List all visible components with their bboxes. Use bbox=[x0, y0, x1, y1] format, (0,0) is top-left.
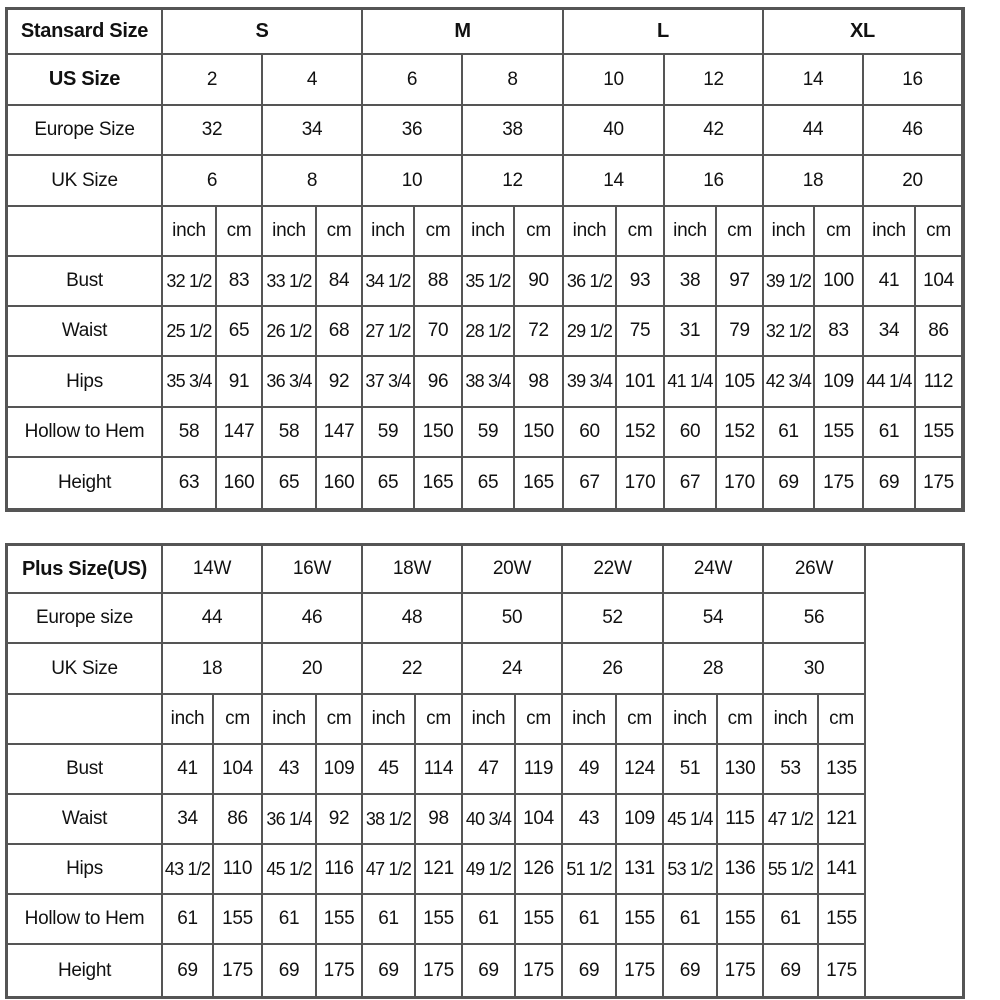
measurement-cm: 141 bbox=[819, 845, 866, 895]
measurement-inch: 39 1/2 bbox=[764, 257, 815, 307]
measurement-cm: 155 bbox=[617, 895, 664, 945]
measurement-cm: 175 bbox=[617, 945, 664, 997]
plus-size-table bbox=[5, 543, 965, 999]
measurement-inch: 61 bbox=[363, 895, 416, 945]
size-value: 16 bbox=[864, 55, 963, 106]
measurement-cm: 136 bbox=[718, 845, 764, 895]
measurement-cm: 79 bbox=[717, 307, 764, 357]
measurement-inch: 34 bbox=[163, 795, 214, 845]
measurement-inch: 35 1/2 bbox=[463, 257, 515, 307]
measurement-inch: 49 bbox=[563, 745, 617, 795]
measurement-cm: 83 bbox=[815, 307, 864, 357]
measurement-cm: 114 bbox=[416, 745, 463, 795]
row-label: UK Size bbox=[8, 156, 163, 207]
measurement-inch: 36 1/2 bbox=[564, 257, 617, 307]
size-group-header: XL bbox=[764, 10, 963, 55]
size-value: 36 bbox=[363, 106, 463, 156]
measurement-cm: 86 bbox=[214, 795, 263, 845]
size-value: 34 bbox=[263, 106, 363, 156]
size-value: 12 bbox=[463, 156, 564, 207]
measurement-inch: 53 1/2 bbox=[664, 845, 718, 895]
measurement-inch: 69 bbox=[864, 458, 916, 510]
measurement-inch: 34 1/2 bbox=[363, 257, 415, 307]
measurement-cm: 170 bbox=[617, 458, 665, 510]
unit-cm: cm bbox=[415, 207, 463, 257]
measurement-inch: 25 1/2 bbox=[163, 307, 217, 357]
size-value: 50 bbox=[463, 594, 563, 644]
measurement-inch: 69 bbox=[563, 945, 617, 997]
measurement-cm: 165 bbox=[515, 458, 564, 510]
measurement-cm: 175 bbox=[214, 945, 263, 997]
size-value: 6 bbox=[163, 156, 263, 207]
measurement-inch: 59 bbox=[463, 408, 515, 458]
size-value: 22 bbox=[363, 644, 463, 695]
measurement-inch: 32 1/2 bbox=[163, 257, 217, 307]
unit-inch: inch bbox=[664, 695, 718, 745]
measurement-cm: 104 bbox=[516, 795, 563, 845]
measurement-inch: 45 bbox=[363, 745, 416, 795]
measurement-cm: 98 bbox=[416, 795, 463, 845]
unit-cm: cm bbox=[717, 207, 764, 257]
measurement-cm: 92 bbox=[317, 795, 363, 845]
measurement-inch: 42 3/4 bbox=[764, 357, 815, 408]
unit-inch: inch bbox=[363, 695, 416, 745]
size-value: 48 bbox=[363, 594, 463, 644]
size-value: 14 bbox=[764, 55, 864, 106]
measurement-inch: 51 bbox=[664, 745, 718, 795]
unit-inch: inch bbox=[563, 695, 617, 745]
measurement-cm: 115 bbox=[718, 795, 764, 845]
measurement-cm: 152 bbox=[717, 408, 764, 458]
measurement-cm: 147 bbox=[317, 408, 363, 458]
plus-size-header: 22W bbox=[563, 546, 664, 594]
size-value: 40 bbox=[564, 106, 665, 156]
measurement-cm: 91 bbox=[217, 357, 263, 408]
measurement-cm: 109 bbox=[317, 745, 363, 795]
measurement-inch: 28 1/2 bbox=[463, 307, 515, 357]
measurement-inch: 53 bbox=[764, 745, 819, 795]
measurement-cm: 131 bbox=[617, 845, 664, 895]
size-value: 42 bbox=[665, 106, 764, 156]
size-value: 46 bbox=[864, 106, 963, 156]
row-label: UK Size bbox=[8, 644, 163, 695]
measurement-cm: 116 bbox=[317, 845, 363, 895]
measurement-inch: 37 3/4 bbox=[363, 357, 415, 408]
measurement-cm: 150 bbox=[515, 408, 564, 458]
measurement-inch: 59 bbox=[363, 408, 415, 458]
measurement-inch: 69 bbox=[263, 945, 317, 997]
measurement-inch: 69 bbox=[363, 945, 416, 997]
measurement-inch: 55 1/2 bbox=[764, 845, 819, 895]
size-value: 8 bbox=[263, 156, 363, 207]
measurement-inch: 33 1/2 bbox=[263, 257, 317, 307]
unit-cm: cm bbox=[416, 695, 463, 745]
measurement-label: Hollow to Hem bbox=[8, 408, 163, 458]
unit-cm: cm bbox=[217, 207, 263, 257]
size-value: 4 bbox=[263, 55, 363, 106]
size-value: 38 bbox=[463, 106, 564, 156]
size-group-header: L bbox=[564, 10, 764, 55]
measurement-cm: 88 bbox=[415, 257, 463, 307]
measurement-inch: 41 bbox=[163, 745, 214, 795]
unit-inch: inch bbox=[263, 695, 317, 745]
size-value: 12 bbox=[665, 55, 764, 106]
measurement-cm: 90 bbox=[515, 257, 564, 307]
measurement-inch: 60 bbox=[564, 408, 617, 458]
measurement-cm: 98 bbox=[515, 357, 564, 408]
unit-inch: inch bbox=[363, 207, 415, 257]
measurement-inch: 45 1/2 bbox=[263, 845, 317, 895]
measurement-inch: 39 3/4 bbox=[564, 357, 617, 408]
unit-cm: cm bbox=[718, 695, 764, 745]
measurement-inch: 38 1/2 bbox=[363, 795, 416, 845]
measurement-cm: 110 bbox=[214, 845, 263, 895]
measurement-cm: 75 bbox=[617, 307, 665, 357]
measurement-inch: 60 bbox=[665, 408, 717, 458]
measurement-cm: 155 bbox=[516, 895, 563, 945]
measurement-cm: 97 bbox=[717, 257, 764, 307]
measurement-cm: 112 bbox=[916, 357, 963, 408]
measurement-cm: 135 bbox=[819, 745, 866, 795]
measurement-inch: 58 bbox=[163, 408, 217, 458]
measurement-cm: 175 bbox=[718, 945, 764, 997]
measurement-inch: 41 bbox=[864, 257, 916, 307]
measurement-inch: 69 bbox=[764, 945, 819, 997]
measurement-cm: 160 bbox=[317, 458, 363, 510]
unit-cm: cm bbox=[516, 695, 563, 745]
measurement-inch: 35 3/4 bbox=[163, 357, 217, 408]
measurement-inch: 69 bbox=[163, 945, 214, 997]
size-value: 2 bbox=[163, 55, 263, 106]
measurement-cm: 124 bbox=[617, 745, 664, 795]
measurement-inch: 43 bbox=[263, 745, 317, 795]
measurement-inch: 61 bbox=[263, 895, 317, 945]
measurement-inch: 67 bbox=[564, 458, 617, 510]
measurement-cm: 104 bbox=[916, 257, 963, 307]
measurement-cm: 109 bbox=[815, 357, 864, 408]
size-value: 24 bbox=[463, 644, 563, 695]
measurement-cm: 83 bbox=[217, 257, 263, 307]
measurement-inch: 47 bbox=[463, 745, 516, 795]
measurement-cm: 165 bbox=[415, 458, 463, 510]
measurement-inch: 43 1/2 bbox=[163, 845, 214, 895]
row-label: US Size bbox=[8, 55, 163, 106]
unit-cm: cm bbox=[515, 207, 564, 257]
unit-inch: inch bbox=[764, 695, 819, 745]
size-value: 20 bbox=[263, 644, 363, 695]
unit-cm: cm bbox=[317, 207, 363, 257]
measurement-inch: 69 bbox=[764, 458, 815, 510]
measurement-inch: 44 1/4 bbox=[864, 357, 916, 408]
measurement-cm: 105 bbox=[717, 357, 764, 408]
measurement-inch: 61 bbox=[463, 895, 516, 945]
unit-inch: inch bbox=[463, 695, 516, 745]
empty-cell bbox=[8, 695, 163, 745]
empty-column bbox=[866, 546, 963, 996]
measurement-cm: 121 bbox=[819, 795, 866, 845]
measurement-inch: 61 bbox=[163, 895, 214, 945]
measurement-inch: 69 bbox=[463, 945, 516, 997]
measurement-inch: 61 bbox=[563, 895, 617, 945]
size-value: 52 bbox=[563, 594, 664, 644]
measurement-cm: 147 bbox=[217, 408, 263, 458]
measurement-inch: 26 1/2 bbox=[263, 307, 317, 357]
measurement-label: Waist bbox=[8, 795, 163, 845]
unit-cm: cm bbox=[617, 695, 664, 745]
measurement-cm: 150 bbox=[415, 408, 463, 458]
size-value: 10 bbox=[564, 55, 665, 106]
measurement-inch: 41 1/4 bbox=[665, 357, 717, 408]
unit-inch: inch bbox=[163, 695, 214, 745]
measurement-cm: 104 bbox=[214, 745, 263, 795]
plus-size-header: 26W bbox=[764, 546, 866, 594]
size-value: 54 bbox=[664, 594, 764, 644]
row-label: Europe size bbox=[8, 594, 163, 644]
measurement-cm: 155 bbox=[916, 408, 963, 458]
size-value: 56 bbox=[764, 594, 866, 644]
plus-size-header: 24W bbox=[664, 546, 764, 594]
size-group-header: S bbox=[163, 10, 363, 55]
plus-size-header: 18W bbox=[363, 546, 463, 594]
size-value: 44 bbox=[163, 594, 263, 644]
measurement-cm: 65 bbox=[217, 307, 263, 357]
measurement-cm: 155 bbox=[819, 895, 866, 945]
measurement-label: Bust bbox=[8, 257, 163, 307]
measurement-cm: 175 bbox=[819, 945, 866, 997]
measurement-inch: 67 bbox=[665, 458, 717, 510]
measurement-inch: 36 3/4 bbox=[263, 357, 317, 408]
measurement-cm: 170 bbox=[717, 458, 764, 510]
measurement-label: Hips bbox=[8, 845, 163, 895]
size-value: 8 bbox=[463, 55, 564, 106]
measurement-inch: 45 1/4 bbox=[664, 795, 718, 845]
measurement-inch: 61 bbox=[764, 895, 819, 945]
measurement-cm: 155 bbox=[317, 895, 363, 945]
measurement-cm: 160 bbox=[217, 458, 263, 510]
measurement-inch: 58 bbox=[263, 408, 317, 458]
measurement-inch: 40 3/4 bbox=[463, 795, 516, 845]
plus-size-header: 20W bbox=[463, 546, 563, 594]
measurement-cm: 93 bbox=[617, 257, 665, 307]
measurement-cm: 155 bbox=[718, 895, 764, 945]
measurement-cm: 155 bbox=[416, 895, 463, 945]
header-label: Stansard Size bbox=[8, 10, 163, 55]
measurement-inch: 34 bbox=[864, 307, 916, 357]
unit-inch: inch bbox=[564, 207, 617, 257]
size-value: 14 bbox=[564, 156, 665, 207]
measurement-inch: 61 bbox=[664, 895, 718, 945]
measurement-inch: 61 bbox=[764, 408, 815, 458]
measurement-inch: 43 bbox=[563, 795, 617, 845]
measurement-cm: 175 bbox=[317, 945, 363, 997]
unit-cm: cm bbox=[916, 207, 963, 257]
measurement-cm: 126 bbox=[516, 845, 563, 895]
measurement-cm: 86 bbox=[916, 307, 963, 357]
measurement-inch: 38 3/4 bbox=[463, 357, 515, 408]
plus-size-header: 16W bbox=[263, 546, 363, 594]
measurement-label: Hollow to Hem bbox=[8, 895, 163, 945]
measurement-label: Height bbox=[8, 458, 163, 510]
unit-cm: cm bbox=[214, 695, 263, 745]
measurement-cm: 96 bbox=[415, 357, 463, 408]
size-value: 30 bbox=[764, 644, 866, 695]
measurement-cm: 175 bbox=[416, 945, 463, 997]
measurement-inch: 29 1/2 bbox=[564, 307, 617, 357]
measurement-cm: 152 bbox=[617, 408, 665, 458]
measurement-inch: 69 bbox=[664, 945, 718, 997]
unit-inch: inch bbox=[163, 207, 217, 257]
size-value: 26 bbox=[563, 644, 664, 695]
measurement-cm: 72 bbox=[515, 307, 564, 357]
measurement-label: Hips bbox=[8, 357, 163, 408]
measurement-cm: 155 bbox=[815, 408, 864, 458]
measurement-inch: 63 bbox=[163, 458, 217, 510]
measurement-cm: 68 bbox=[317, 307, 363, 357]
size-value: 18 bbox=[163, 644, 263, 695]
measurement-label: Waist bbox=[8, 307, 163, 357]
unit-inch: inch bbox=[864, 207, 916, 257]
size-value: 28 bbox=[664, 644, 764, 695]
measurement-cm: 84 bbox=[317, 257, 363, 307]
measurement-cm: 100 bbox=[815, 257, 864, 307]
empty-cell bbox=[8, 207, 163, 257]
measurement-cm: 121 bbox=[416, 845, 463, 895]
measurement-cm: 70 bbox=[415, 307, 463, 357]
unit-cm: cm bbox=[819, 695, 866, 745]
measurement-inch: 32 1/2 bbox=[764, 307, 815, 357]
measurement-inch: 65 bbox=[363, 458, 415, 510]
measurement-inch: 51 1/2 bbox=[563, 845, 617, 895]
unit-cm: cm bbox=[815, 207, 864, 257]
measurement-label: Bust bbox=[8, 745, 163, 795]
size-value: 18 bbox=[764, 156, 864, 207]
measurement-inch: 47 1/2 bbox=[764, 795, 819, 845]
plus-size-header: 14W bbox=[163, 546, 263, 594]
row-label: Europe Size bbox=[8, 106, 163, 156]
header-label: Plus Size(US) bbox=[8, 546, 163, 594]
measurement-cm: 92 bbox=[317, 357, 363, 408]
measurement-cm: 130 bbox=[718, 745, 764, 795]
measurement-label: Height bbox=[8, 945, 163, 997]
measurement-inch: 61 bbox=[864, 408, 916, 458]
unit-inch: inch bbox=[665, 207, 717, 257]
measurement-cm: 119 bbox=[516, 745, 563, 795]
size-value: 10 bbox=[363, 156, 463, 207]
size-value: 44 bbox=[764, 106, 864, 156]
size-value: 20 bbox=[864, 156, 963, 207]
measurement-cm: 109 bbox=[617, 795, 664, 845]
standard-size-table bbox=[5, 7, 965, 512]
measurement-cm: 175 bbox=[815, 458, 864, 510]
size-value: 46 bbox=[263, 594, 363, 644]
unit-inch: inch bbox=[764, 207, 815, 257]
measurement-inch: 31 bbox=[665, 307, 717, 357]
measurement-inch: 49 1/2 bbox=[463, 845, 516, 895]
size-group-header: M bbox=[363, 10, 564, 55]
unit-cm: cm bbox=[617, 207, 665, 257]
measurement-inch: 36 1/4 bbox=[263, 795, 317, 845]
measurement-inch: 65 bbox=[463, 458, 515, 510]
measurement-inch: 27 1/2 bbox=[363, 307, 415, 357]
size-value: 16 bbox=[665, 156, 764, 207]
measurement-inch: 38 bbox=[665, 257, 717, 307]
size-value: 32 bbox=[163, 106, 263, 156]
unit-inch: inch bbox=[263, 207, 317, 257]
measurement-cm: 101 bbox=[617, 357, 665, 408]
size-value: 6 bbox=[363, 55, 463, 106]
unit-inch: inch bbox=[463, 207, 515, 257]
unit-cm: cm bbox=[317, 695, 363, 745]
measurement-cm: 175 bbox=[916, 458, 963, 510]
measurement-inch: 47 1/2 bbox=[363, 845, 416, 895]
measurement-cm: 155 bbox=[214, 895, 263, 945]
measurement-inch: 65 bbox=[263, 458, 317, 510]
measurement-cm: 175 bbox=[516, 945, 563, 997]
